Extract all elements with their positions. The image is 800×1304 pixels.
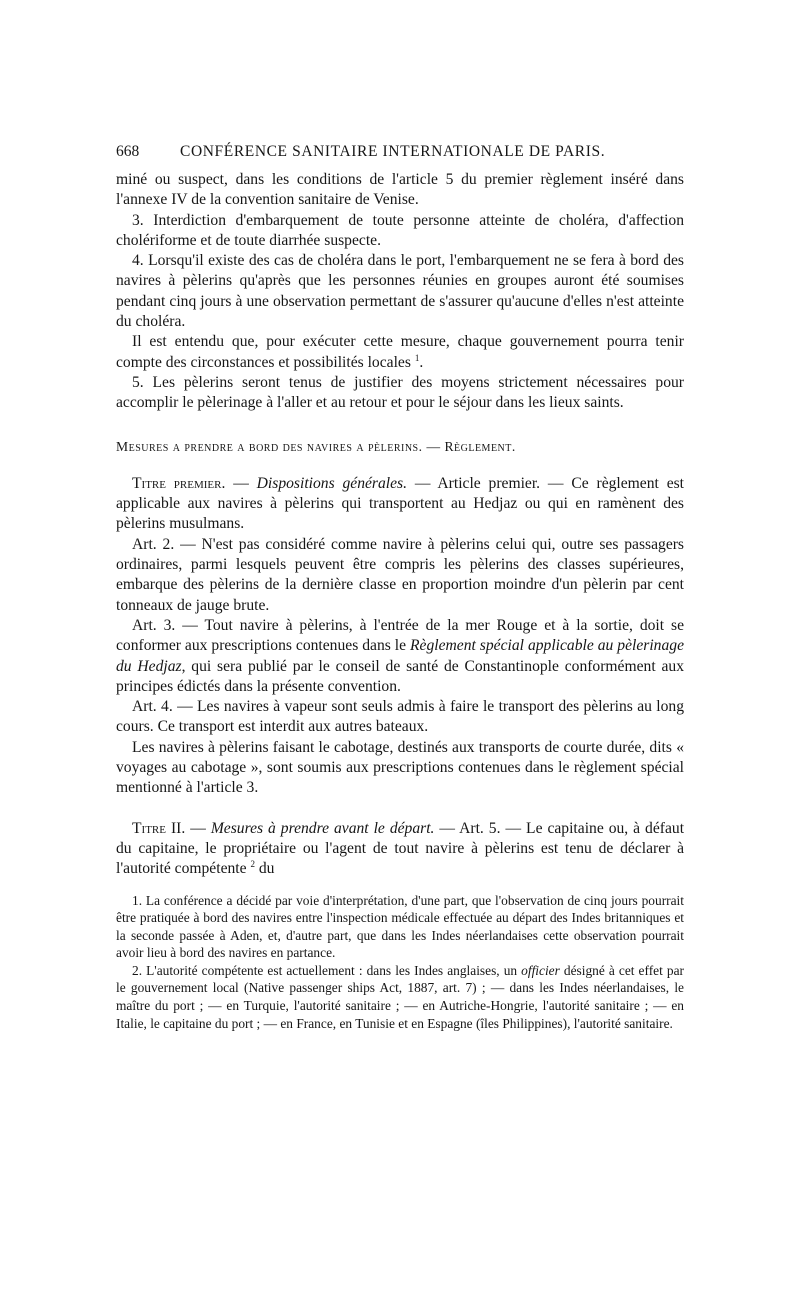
title-1-label: Titre premier. — [132, 474, 226, 492]
article-4-cabotage: Les navires à pèlerins faisant le cabotage, destinés aux transports de courte durée, dits « voyages au cabotage », sont soumis aux prescriptions contenues dans le règlement spécial mentionné à l'article 3. — [116, 738, 684, 797]
footnotes — [116, 892, 684, 1033]
article-5-label: Art. 5. — [459, 819, 501, 837]
title-1-dash-2: — — [414, 474, 431, 492]
title-1-dash-3: — — [547, 474, 564, 492]
section-heading-rule: Règlement. — [444, 438, 516, 454]
paragraph-item-5: 5. Les pèlerins seront tenus de justifier des moyens strictement nécessaires pour accomplir le pèlerinage à l'aller et au retour et pour le séjour dans les lieux saints. — [116, 373, 684, 412]
article-3 — [116, 616, 684, 697]
title-1-heading: Dispositions générales. — [256, 474, 407, 492]
article-5-text: Le capitaine ou, à défaut du capitaine, le propriétaire ou l'agent de tout navire à pèlerins est tenu de déclarer à l'autorité compétente — [116, 819, 685, 878]
title-2-heading: Mesures à prendre avant le départ. — [210, 819, 435, 837]
title-1-paragraph — [116, 474, 684, 535]
paragraph-local-conditions-text: Il est entendu que, pour exécuter cette mesure, chaque gouvernement pourra tenir compte des circonstances et possibilités locales — [116, 333, 684, 371]
title-1-dash: — — [233, 474, 249, 492]
footnote-2-text-a: 2. L'autorité compétente est actuellement : dans les Indes anglaises, un — [132, 962, 518, 978]
article-3-text-a: Art. 3. — Tout navire à pèlerins, à l'entrée de la mer Rouge et à la sortie, doit se conformer aux prescriptions contenues dans le — [116, 616, 684, 655]
article-4: Art. 4. — Les navires à vapeur sont seuls admis à faire le transport des pèlerins au long cours. Ce transport est interdit aux autres bateaux. — [116, 698, 684, 736]
title-2-paragraph — [116, 819, 684, 880]
footnote-2 — [116, 962, 684, 1032]
article-3-regulation-title: Règlement spécial applicable au pèlerinage du Hedjaz — [116, 637, 684, 675]
title-2-number: II. — [170, 819, 186, 837]
page-number: 668 — [116, 143, 140, 160]
section-heading — [116, 437, 684, 457]
title-2-dash-2: — — [439, 819, 456, 837]
article-2: Art. 2. — N'est pas considéré comme navire à pèlerins celui qui, outre ses passagers ordinaires, parmi lesquels peuvent être compris les pèlerins des classes supérieures, embarque des pèlerins de la dernière classe en proportion moindre d'un pèlerin par cent tonneaux de jauge brute. — [116, 535, 684, 614]
book-page — [116, 142, 684, 1032]
footnote-ref-1: 1 — [414, 352, 420, 363]
section-heading-main: Mesures a prendre a bord des navires a pèlerins. — [116, 438, 423, 454]
article-3-text-b: , qui sera publié par le conseil de santé de Constantinople conformément aux principes édictés dans la présente convention. — [116, 657, 684, 695]
section-heading-dash: — — [426, 438, 441, 454]
footnote-2-officer: officier — [521, 962, 560, 978]
footnote-ref-2: 2 — [250, 859, 255, 870]
running-title: CONFÉRENCE SANITAIRE INTERNATIONALE DE PARIS. — [180, 143, 606, 160]
paragraph-item-3: 3. Interdiction d'embarquement de toute personne atteinte de choléra, d'affection cholériforme et de toute diarrhée suspecte. — [116, 211, 684, 249]
footnote-2-text-b: désigné à cet effet par le gouvernement local (Native passenger ships Act, 1887, art. 7) ; — dans les Indes néerlandaises, le maître du port ; — en Turquie, l'autorité sanitaire ; — en Autriche-Hongrie, l'autorité sanitaire ; — en Italie, le capitaine du port ; — en France, en Tunisie et en Espagne (îles Philippines), l'autorité sanitaire. — [116, 962, 684, 1031]
title-2-dash-3: — — [505, 819, 522, 837]
paragraph-local-conditions: Il est entendu que, pour exécuter cette mesure, chaque gouvernement pourra tenir compte des circonstances et possibilités locales $^1$. — [116, 333, 684, 371]
title-2-dash: — — [190, 819, 206, 837]
article-1-text: Ce règlement est applicable aux navires à pèlerins qui transportent au Hedjaz ou qui en ramènent des pèlerins musulmans. — [116, 474, 685, 533]
page-header — [116, 142, 684, 166]
paragraph-item-4: 4. Lorsqu'il existe des cas de choléra dans le port, l'embarquement ne se fera à bord des navires à pèlerins qu'après que les personnes réunies en groupes auront été soumises pendant cinq jours à une observation permettant de s'assurer qu'aucune d'elles n'est atteinte du choléra. — [116, 252, 684, 331]
paragraph-continuation: miné ou suspect, dans les conditions de l'article 5 du premier règlement inséré dans l'annexe IV de la convention sanitaire de Venise. — [116, 171, 684, 209]
article-5-text-end: du — [258, 860, 275, 878]
title-2-label: Titre — [132, 819, 166, 837]
article-1-label: Article premier. — [437, 474, 541, 492]
footnote-1: 1. La conférence a décidé par voie d'interprétation, d'une part, que l'observation de cinq jours pourrait être pratiquée à bord des navires entre l'inspection médicale effectuée au départ des Indes britanniques et la seconde passée à Aden, et, d'autre part, que dans les Indes néerlandaises cette observation pourrait avoir lieu à bord des navires en partance. — [116, 892, 684, 961]
